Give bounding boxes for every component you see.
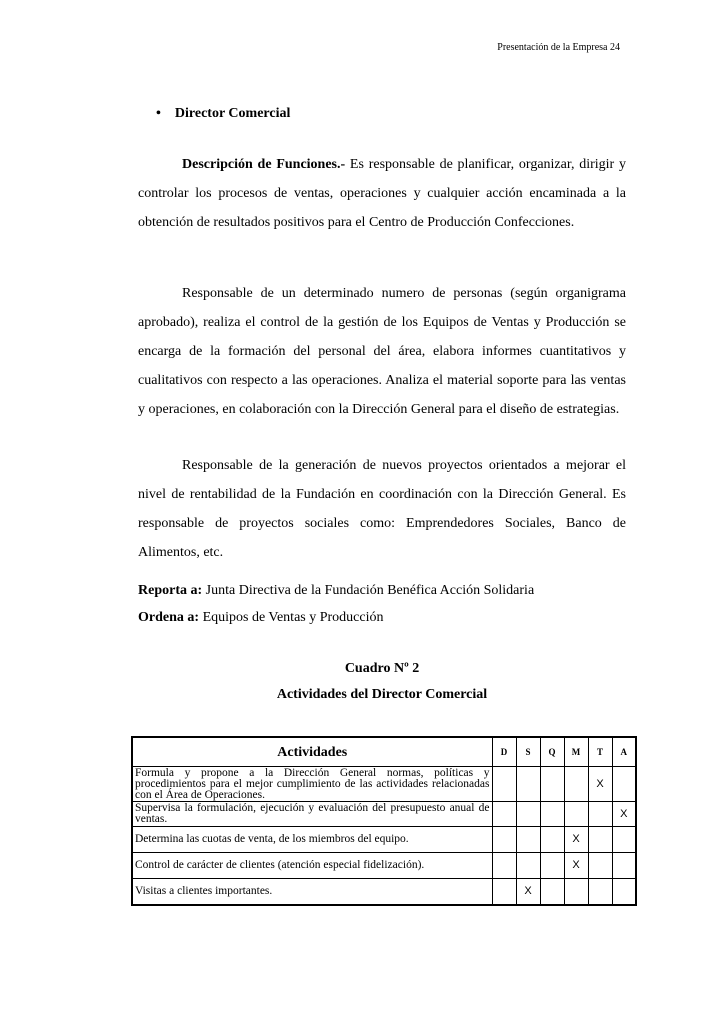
table-row: [132, 802, 636, 827]
mark-cell-d: [492, 767, 516, 802]
orders-to: [138, 610, 384, 626]
header-q: Q: [540, 737, 564, 767]
mark-cell-a: [612, 767, 636, 802]
table-row: [132, 853, 636, 879]
activity-cell: Control de carácter de clientes (atención especial fidelización).: [132, 853, 492, 879]
table-row: [132, 879, 636, 906]
description-body: Es responsable de planificar, organizar, dirigir y controlar los procesos de ventas, operaciones y cualquier acción encaminada a la obtención de resultados positivos para el Centro de Producción Confecciones.: [138, 157, 626, 230]
reports-to-label: Reporta a:: [138, 583, 203, 598]
header-d: D: [492, 737, 516, 767]
table-header-row: [132, 737, 636, 767]
mark-cell-q: [540, 767, 564, 802]
reports-to: [138, 583, 534, 599]
reports-to-value: Junta Directiva de la Fundación Benéfica Acción Solidaria: [202, 583, 535, 598]
table-row: [132, 827, 636, 853]
header-activities: Actividades: [132, 737, 492, 767]
mark-cell-d: [492, 802, 516, 827]
paragraph-projects: Responsable de la generación de nuevos proyectos orientados a mejorar el nivel de rentabilidad de la Fundación en coordinación con la Dirección General. Es responsable de proyectos sociales como: Emprendedores Sociales, Banco de Alimentos, etc.: [138, 458, 626, 560]
orders-to-label: Ordena a:: [138, 610, 200, 625]
mark-cell-a: [612, 879, 636, 906]
description-lead: Descripción de Funciones.-: [182, 157, 346, 172]
mark-cell-a: X: [612, 802, 636, 827]
mark-cell-s: [516, 767, 540, 802]
mark-cell-q: [540, 802, 564, 827]
mark-cell-m: [564, 879, 588, 906]
activity-cell: Supervisa la formulación, ejecución y evaluación del presupuesto anual de ventas.: [132, 802, 492, 827]
bullet-icon: •: [156, 106, 161, 121]
mark-cell-t: [588, 827, 612, 853]
mark-cell-t: X: [588, 767, 612, 802]
activity-cell: Visitas a clientes importantes.: [132, 879, 492, 906]
mark-cell-s: [516, 827, 540, 853]
activities-table: [131, 736, 637, 906]
header-s: S: [516, 737, 540, 767]
mark-cell-a: [612, 827, 636, 853]
paragraph-description: [138, 150, 626, 237]
section-title-text: Director Comercial: [174, 106, 291, 121]
mark-cell-s: [516, 853, 540, 879]
mark-cell-q: [540, 879, 564, 906]
mark-cell-q: [540, 853, 564, 879]
paragraph-responsibilities: Responsable de un determinado numero de personas (según organigrama aprobado), realiza el control de la gestión de los Equipos de Ventas y Producción se encarga de la formación del personal del área, elabora informes cuantitativos y cualitativos con respecto a las operaciones. Analiza el material soporte para las ventas y operaciones, en colaboración con la Dirección General para el diseño de estrategias.: [138, 286, 626, 417]
orders-to-value: Equipos de Ventas y Producción: [199, 610, 384, 625]
header-a: A: [612, 737, 636, 767]
activity-cell: Formula y propone a la Dirección General normas, políticas y procedimientos para el mejor cumplimiento de las actividades relacionadas con el Área de Operaciones.: [132, 767, 492, 802]
mark-cell-t: [588, 879, 612, 906]
mark-cell-d: [492, 827, 516, 853]
header-t: T: [588, 737, 612, 767]
activity-cell: Determina las cuotas de venta, de los miembros del equipo.: [132, 827, 492, 853]
mark-cell-d: [492, 853, 516, 879]
mark-cell-q: [540, 827, 564, 853]
mark-cell-s: X: [516, 879, 540, 906]
mark-cell-m: X: [564, 827, 588, 853]
page-header: Presentación de la Empresa 24: [497, 42, 620, 53]
mark-cell-t: [588, 802, 612, 827]
mark-cell-m: [564, 767, 588, 802]
mark-cell-t: [588, 853, 612, 879]
mark-cell-s: [516, 802, 540, 827]
table-caption-number: Cuadro Nº 2: [344, 661, 420, 676]
table-caption-title: Actividades del Director Comercial: [276, 687, 488, 702]
table-row: [132, 767, 636, 802]
mark-cell-d: [492, 879, 516, 906]
mark-cell-m: [564, 802, 588, 827]
section-title: [156, 106, 290, 122]
mark-cell-a: [612, 853, 636, 879]
mark-cell-m: X: [564, 853, 588, 879]
header-m: M: [564, 737, 588, 767]
